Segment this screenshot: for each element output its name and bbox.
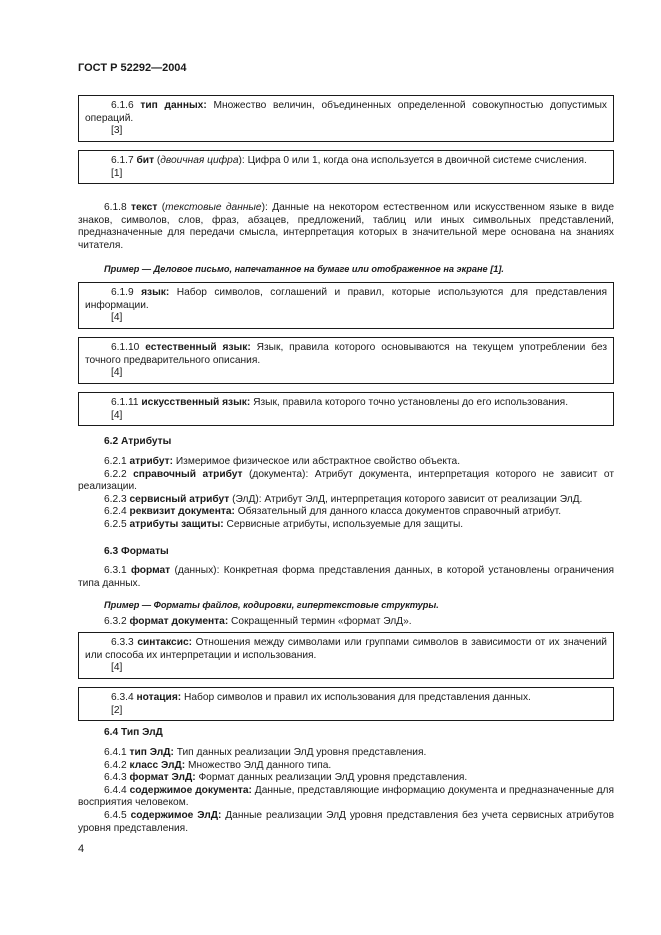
definition-box-6-1-6 xyxy=(78,95,614,142)
paragraph-6-4-2: 6.4.2 класс ЭлД: Множество ЭлД данного типа. xyxy=(104,759,332,771)
paragraph-6-2-3: 6.2.3 сервисный атрибут (ЭлД): Атрибут ЭлД, интерпретация которого зависит от реализации ЭлД. xyxy=(104,493,583,505)
definition: Набор символов и правил их использования для представления данных. xyxy=(181,692,531,703)
clause-number: 6.1.7 xyxy=(111,155,134,166)
section-title: 6.2 Атрибуты xyxy=(104,436,172,447)
definition: : Цифра 0 или 1, когда она используется в двоичной системе счисления. xyxy=(241,155,587,166)
section-6-2-content xyxy=(78,456,614,532)
reference: [4] xyxy=(111,662,123,674)
clause-number: 6.1.8 xyxy=(104,202,127,213)
definition: Набор символов, соглашений и правил, которые используются для представления информации. xyxy=(85,287,607,311)
definition: Множество величин, объединенных определенной совокупностью допустимых операций. xyxy=(85,100,607,124)
clause-number: 6.1.6 xyxy=(111,100,134,111)
definition: : Данные на некотором естественном или искусственном языке в виде знаков, символов, слов, фраз, абзацев, предложений, таблиц или иных символьных представлений, предназначенные для передачи смысла, интерпретация которых в значительной мере основана на знаниях читателя. xyxy=(78,202,614,251)
clause-number: 6.3.4 xyxy=(111,692,134,703)
example-text: Пример — Форматы файлов, кодировки, гипертекстовые структуры. xyxy=(104,600,439,610)
reference: [4] xyxy=(111,409,123,421)
term: бит xyxy=(136,155,155,166)
reference: [1] xyxy=(111,167,123,179)
paragraph-6-3-2: 6.3.2 формат документа: Сокращенный термин «формат ЭлД». xyxy=(104,616,412,627)
definition: Язык, правила которого точно установлены до его использования. xyxy=(250,397,569,408)
section-title: 6.4 Тип ЭлД xyxy=(104,727,163,738)
example-1 xyxy=(78,263,614,276)
term: искусственный язык: xyxy=(141,397,251,408)
term-synonym: текстовые данные xyxy=(165,202,262,213)
term: текст xyxy=(131,202,158,213)
reference: [4] xyxy=(111,367,123,379)
term: тип данных: xyxy=(140,100,207,111)
term-synonym: двоичная цифра xyxy=(160,155,239,166)
reference: [4] xyxy=(111,312,123,324)
example-2 xyxy=(78,599,614,612)
section-6-4-content xyxy=(78,747,614,835)
paragraph-6-2-5: 6.2.5 атрибуты защиты: Сервисные атрибуты, используемые для защиты. xyxy=(104,518,464,530)
clause-number: 6.1.11 xyxy=(111,397,139,408)
definition-box-6-1-7: 6.1.7 бит (двоичная цифра): Цифра 0 или 1, когда она используется в двоичной системе счисления. [1] xyxy=(78,150,614,184)
section-heading-6-3 xyxy=(78,546,614,559)
definition-box-6-1-11 xyxy=(78,392,614,426)
paragraph-6-4-3: 6.4.3 формат ЭлД: Формат данных реализации ЭлД уровня представления. xyxy=(104,772,468,784)
paragraph-6-2-1: 6.2.1 атрибут: Измеримое физическое или абстрактное свойство объекта. xyxy=(104,456,461,467)
paragraph-6-1-8: 6.1.8 текст (текстовые данные): Данные на некотором естественном или искусственном языке в виде знаков, символов, слов, фраз, абзацев, предложений, таблиц или иных символьных представлений, предназначенные для передачи смысла, интерпретация которых в значительной мере основана на знаниях читателя. xyxy=(78,202,614,251)
term: естественный язык: xyxy=(145,342,251,353)
page-number: 4 xyxy=(78,843,85,855)
definition-box-6-1-9 xyxy=(78,282,614,329)
section-heading-6-4 xyxy=(78,727,614,740)
term: синтаксис: xyxy=(137,637,193,648)
clause-number: 6.1.9 xyxy=(111,287,134,298)
example-text: Пример — Деловое письмо, напечатанное на бумаге или отображенное на экране [1]. xyxy=(104,264,504,274)
paragraph-6-4-5: 6.4.5 содержимое ЭлД: Данные реализации ЭлД уровня представления без учета сервисных атрибутов уровня представления. xyxy=(78,809,614,834)
term: нотация: xyxy=(136,692,182,703)
definition: Язык, правила которого основываются на текущем употреблении без точного предварительного описания. xyxy=(85,342,607,366)
reference: [3] xyxy=(111,125,123,137)
definition: Отношения между символами или группами символов в зависимости от их значений или способа их интерпретации и использования. xyxy=(85,637,607,661)
definition-box-6-3-4 xyxy=(78,687,614,721)
reference: [2] xyxy=(111,704,123,716)
clause-number: 6.3.3 xyxy=(111,637,134,648)
section-heading-6-2 xyxy=(78,436,614,449)
section-title: 6.3 Форматы xyxy=(104,546,169,557)
paragraph-6-3-1: 6.3.1 формат (данных): Конкретная форма представления данных, в которой установлены ограничения типа данных. xyxy=(78,565,614,589)
paragraph-6-2-4: 6.2.4 реквизит документа: Обязательный для данного класса документов справочный атрибут. xyxy=(104,506,562,518)
paragraph-6-4-4: 6.4.4 содержимое документа: Данные, представляющие информацию документа и предназначенные для восприятия человеком. xyxy=(78,784,614,809)
paragraph-6-2-2: 6.2.2 справочный атрибут (документа): Атрибут документа, интерпретация которого не зависит от реализации. xyxy=(78,468,614,493)
clause-number: 6.1.10 xyxy=(111,342,140,353)
term: язык: xyxy=(141,287,170,298)
document-header: ГОСТ Р 52292—2004 xyxy=(78,62,187,74)
definition-box-6-1-10 xyxy=(78,337,614,384)
definition-box-6-3-3 xyxy=(78,632,614,679)
paragraph-6-4-1: 6.4.1 тип ЭлД: Тип данных реализации ЭлД уровня представления. xyxy=(104,747,427,758)
